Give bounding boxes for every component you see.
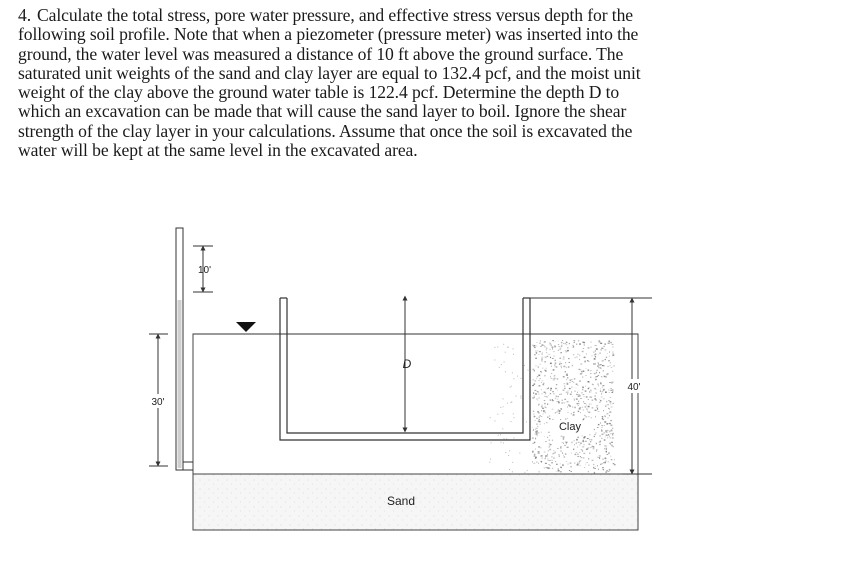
- problem-line: which an excavation can be made that will cause the sand layer to boil. Ignore the shear: [18, 101, 627, 122]
- sand-layer: [193, 474, 638, 530]
- sand-label: Sand: [386, 494, 416, 508]
- piezometer-rise-label: 10': [198, 265, 212, 276]
- depth-d-label: D: [402, 357, 412, 371]
- problem-number: 4.: [18, 5, 31, 25]
- total-depth-label: 40': [627, 382, 641, 393]
- problem-line: 4. Calculate the total stress, pore water pressure, and effective stress versus depth for the: [18, 5, 633, 25]
- problem-line: following soil profile. Note that when a piezometer (pressure meter) was inserted into the: [18, 24, 639, 45]
- problem-line: ground, the water level was measured a distance of 10 ft above the ground surface. The: [18, 43, 624, 64]
- problem-line: saturated unit weights of the sand and clay layer are equal to 132.4 pcf, and the moist unit: [18, 62, 641, 83]
- problem-line: water will be kept at the same level in the excavated area.: [18, 140, 418, 161]
- clay-thickness-label: 30': [151, 397, 165, 408]
- piezometer: [176, 228, 193, 470]
- water-level-icon: [236, 322, 256, 332]
- problem-line: weight of the clay above the ground water table is 122.4 pcf. Determine the depth D to: [18, 82, 620, 103]
- clay-label: Clay: [558, 421, 582, 433]
- problem-line: strength of the clay layer in your calculations. Assume that once the soil is excavated the: [18, 120, 633, 141]
